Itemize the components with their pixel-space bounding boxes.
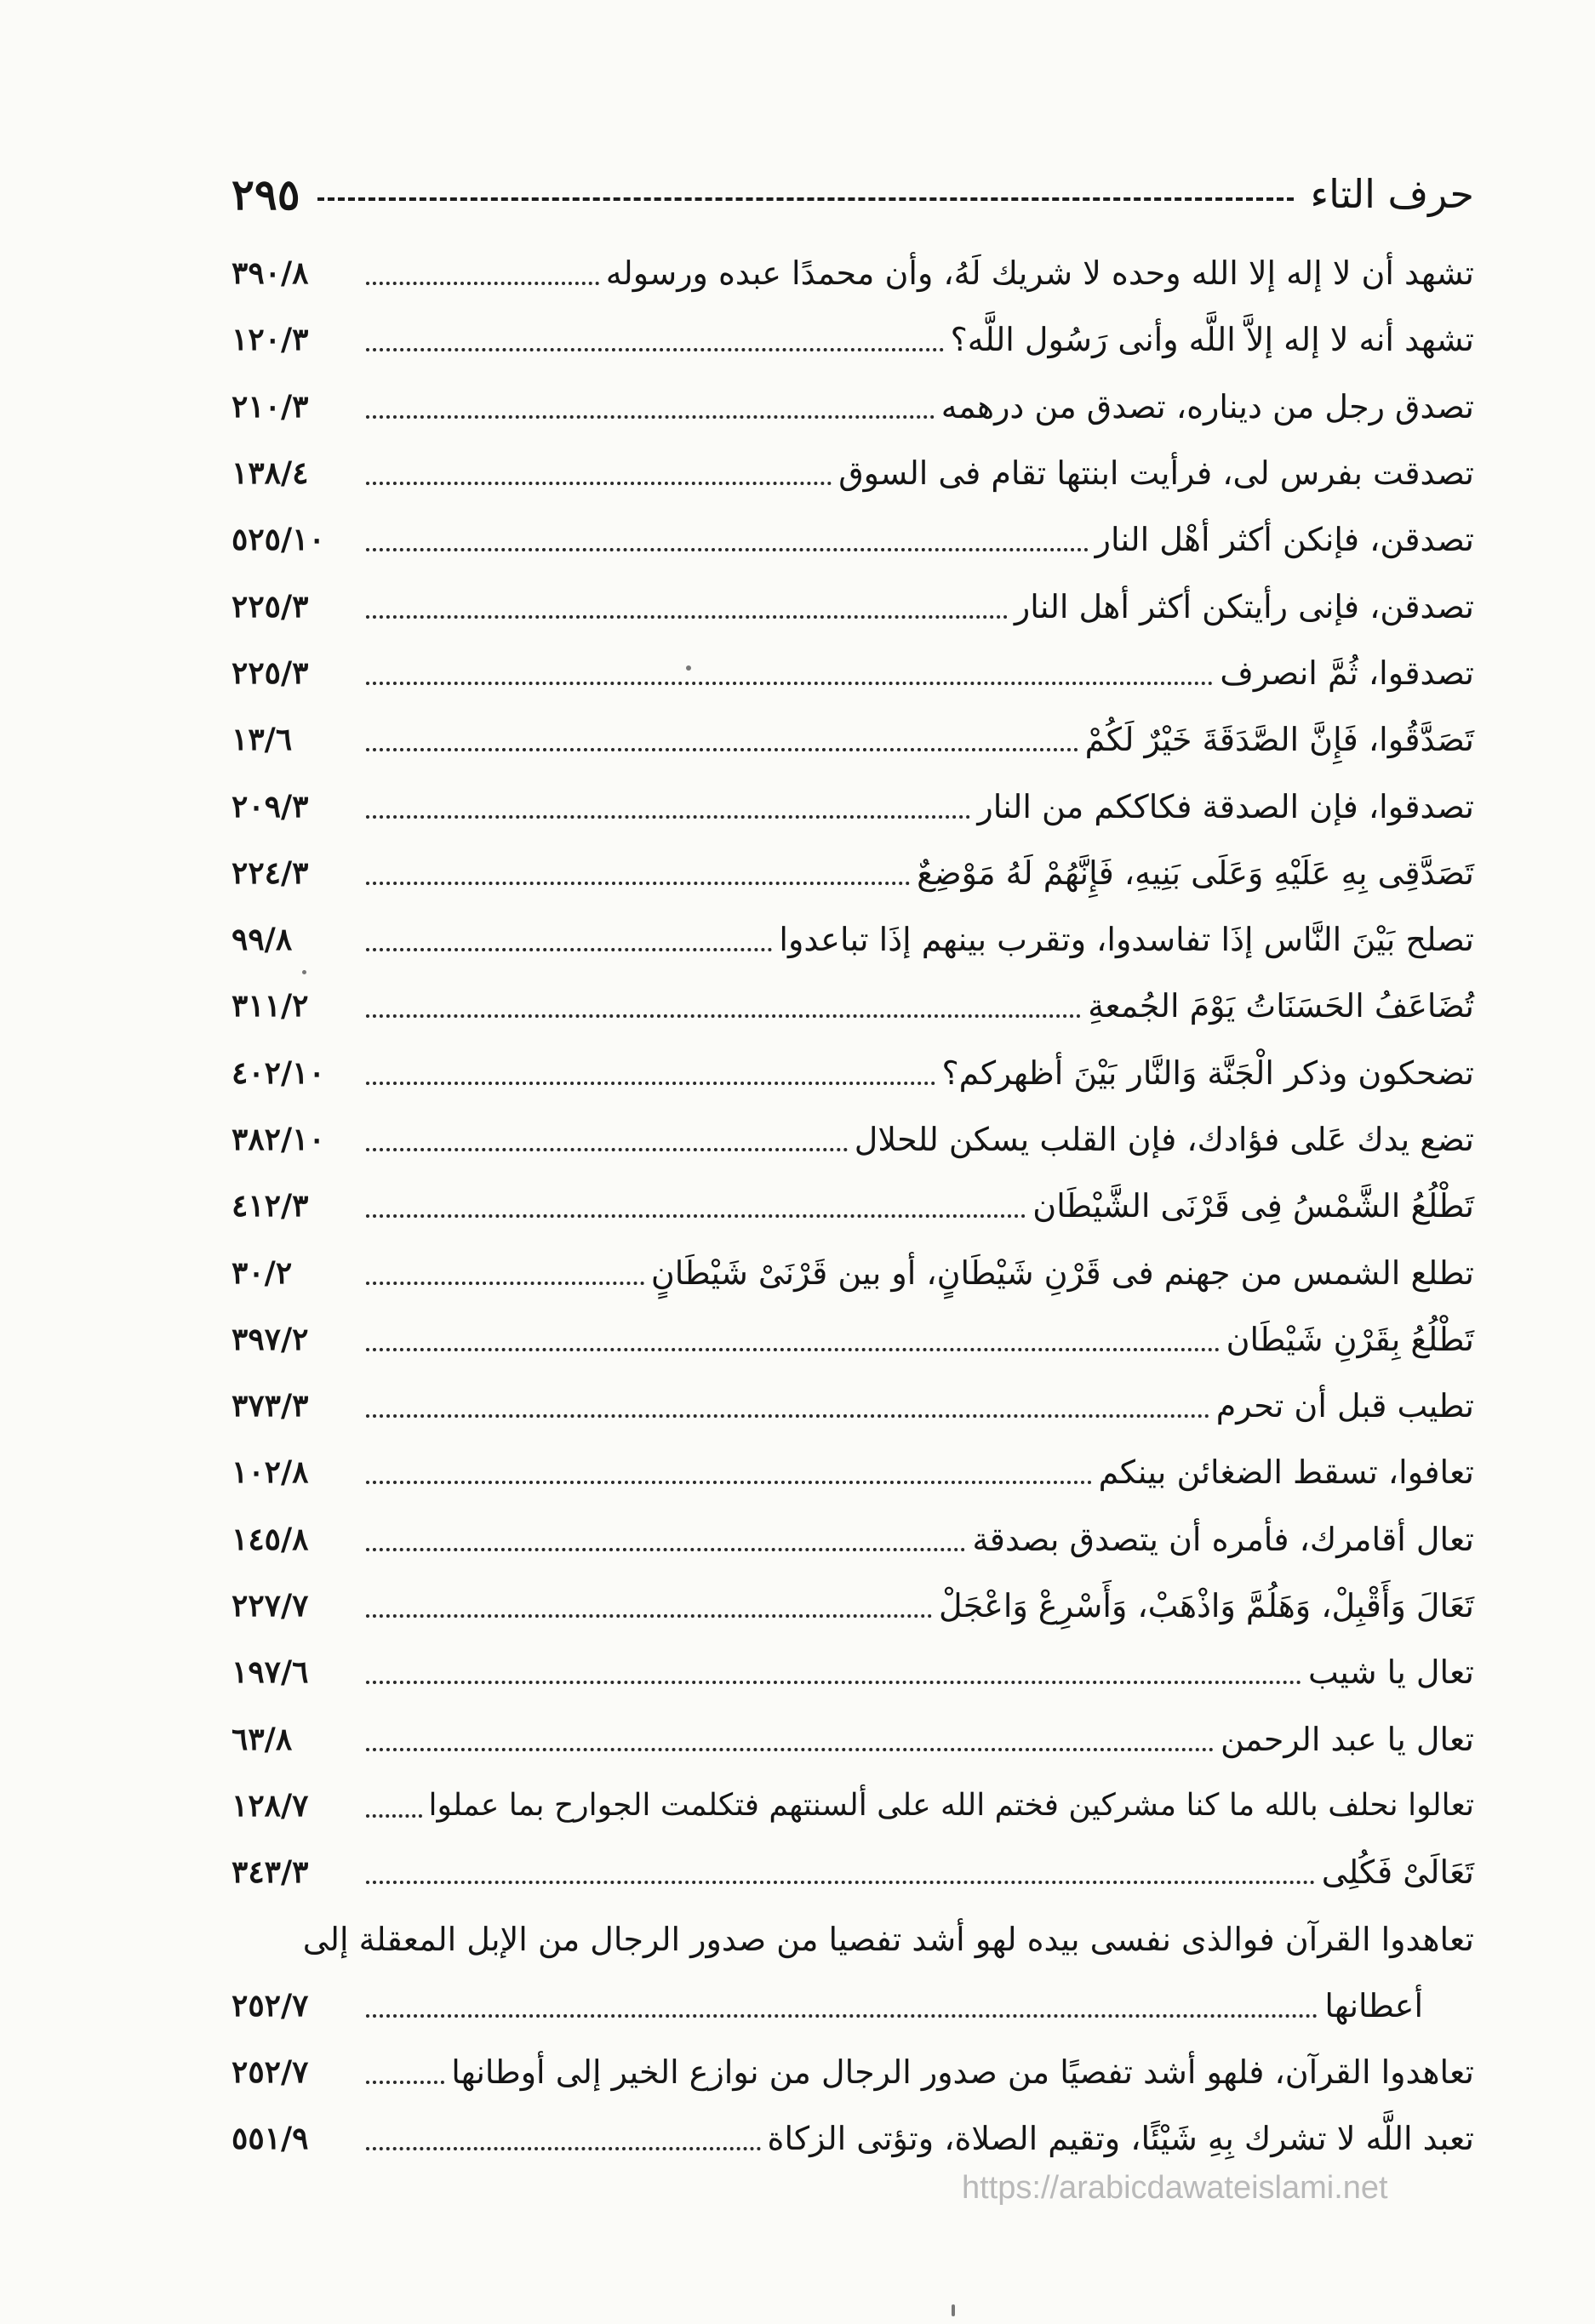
dot-leader [366,282,599,285]
index-entry [232,1106,1474,1173]
dot-leader [366,1082,935,1085]
entry-text: أعطانها [1324,1986,1423,2024]
entry-text: تشهد أنه لا إله إلاَّ اللَّه وأنى رَسُول اللَّه؟ [950,321,1474,359]
entry-reference: ٤١٢/٣ [232,1188,309,1225]
entry-text: تطيب قبل أن تحرم [1215,1387,1474,1425]
index-entry [232,1639,1474,1705]
index-entry [232,1905,1474,1972]
index-entry [232,1173,1474,1239]
entry-text: تعالوا نحلف بالله ما كنا مشركين فختم الله على ألسنتهم فتكلمت الجوارح بما عملوا [428,1788,1474,1824]
dot-leader [366,1481,1092,1484]
entry-reference: ٢٢٤/٣ [232,854,309,891]
entry-reference: ٣٩٠/٨ [232,255,309,292]
dot-leader [366,2081,444,2084]
index-entry [232,573,1474,639]
entry-reference: ٣١١/٢ [232,988,309,1025]
index-entry [232,374,1474,440]
page-number: ٢٩٥ [232,168,300,220]
dot-leader [366,348,944,351]
dot-leader [366,482,832,485]
index-entry [232,840,1474,906]
dot-leader [366,1414,1209,1418]
dot-leader [366,1548,965,1551]
entry-reference: ١٠٢/٨ [232,1454,309,1491]
dot-leader [366,415,935,419]
entry-text: تعال أقامرك، فأمره أن يتصدق بصدقة [972,1520,1474,1558]
index-entry [232,506,1474,573]
entry-text: تَطْلُعُ بِقَرْنِ شَيْطَان [1226,1320,1474,1358]
dot-leader [366,1348,1220,1351]
entry-text: تَصَدَّقِى بِهِ عَلَيْهِ وَعَلَى بَنِيهِ، فَإِنَّهُمْ لَهُ مَوْضِعٌ [917,854,1474,892]
dot-leader [366,2147,761,2150]
scan-speck [302,970,306,974]
entry-reference: ١٣/٦ [232,722,293,758]
index-entry [232,1773,1474,1839]
entry-reference: ٩٩/٨ [232,922,293,958]
index-entry [232,706,1474,773]
index-entry [232,773,1474,839]
entry-reference: ٢٠٩/٣ [232,788,309,825]
index-entry [232,1706,1474,1773]
dot-leader [366,1814,422,1818]
index-entry [232,2039,1474,2105]
dot-leader [366,1614,932,1618]
entry-text: تعافوا، تسقط الضغائن بينكم [1098,1453,1474,1492]
entry-reference: ١٢٨/٧ [232,1787,309,1824]
dot-leader [366,1681,1301,1684]
entry-reference: ٢١٠/٣ [232,388,309,425]
entry-reference: ٣٧٣/٣ [232,1388,309,1425]
dot-leader [366,815,970,819]
dot-leader [366,615,1008,619]
entry-text: تَصَدَّقُوا، فَإِنَّ الصَّدَقَةَ خَيْرٌ لَكُمْ [1084,721,1474,759]
entry-reference: ٤٠٢/١٠ [232,1054,325,1091]
index-entry [232,1573,1474,1639]
dot-leader [366,2014,1318,2018]
entry-reference: ١٢٠/٣ [232,322,309,358]
entry-reference: ٢٥٢/٧ [232,2054,309,2091]
entry-reference: ٥٥١/٩ [232,2121,309,2157]
index-entry [232,1373,1474,1439]
entry-reference: ٢٢٧/٧ [232,1588,309,1625]
dot-leader [366,1881,1315,1884]
entry-text: تعبد اللَّه لا تشرك بِهِ شَيْئًا، وتقيم الصلاة، وتؤتى الزكاة [767,2120,1474,2158]
index-entry [232,1506,1474,1573]
entry-text: تصلح بَيْنَ النَّاس إذَا تفاسدوا، وتقرب بينهم إذَا تباعدوا [779,921,1474,959]
entry-text: تَعَالَ وَأَقْبِلْ، وَهَلُمَّ وَاذْهَبْ، وَأَسْرِعْ وَاعْجَلْ [938,1587,1474,1625]
index-entry [232,240,1474,306]
dot-leader [366,548,1089,551]
entry-text: تَطْلُعُ الشَّمْسُ فِى قَرْنَى الشَّيْطَان [1032,1187,1474,1225]
index-entry [232,1239,1474,1305]
entry-text: تعاهدوا القرآن فوالذى نفسى بيده لهو أشد تفصيا من صدور الرجال من الإبل المعقلة إلى [302,1920,1474,1958]
dot-leader [366,1282,644,1285]
entry-reference: ٣٨٢/١٠ [232,1122,325,1157]
entry-text: تَعَالَىْ فَكُلِى [1321,1853,1474,1892]
entry-text: تعال يا عبد الرحمن [1220,1720,1474,1758]
entry-text: تصدقن، فإنكن أكثر أهْل النار [1095,521,1474,559]
dot-leader [366,1748,1214,1751]
index-entry [232,440,1474,506]
page-header [232,160,1474,228]
entry-text: تُضَاعَفُ الحَسَنَاتُ يَوْمَ الجُمعةِ [1088,987,1474,1025]
entry-text: تشهد أن لا إله إلا الله وحده لا شريك لَهُ، وأن محمدًا عبده ورسوله [605,254,1474,293]
entry-text: تضحكون وذكر الْجَنَّة وَالنَّار بَيْنَ أظهركم؟ [941,1054,1474,1092]
entry-reference: ٣٩٧/٢ [232,1321,309,1357]
entry-text: تطلع الشمس من جهنم فى قَرْنِ شَيْطَانٍ، أو بين قَرْنَىْ شَيْطَانٍ [650,1253,1474,1292]
watermark-url: https://arabicdawateislami.net [962,2170,1388,2206]
index-entry [232,306,1474,373]
entry-reference: ٦٣/٨ [232,1721,293,1757]
entry-reference: ٢٢٥/٣ [232,588,309,625]
index-entry [232,1973,1474,2039]
section-title: حرف التاء [1310,171,1474,217]
entry-reference: ١٩٧/٦ [232,1654,309,1691]
scan-speck [952,2304,955,2316]
dot-leader [366,948,772,951]
index-entry [232,2105,1474,2172]
entry-text: تصدقوا، فإن الصدقة فكاككم من النار [977,787,1474,825]
entry-text: تعال يا شيب [1307,1653,1474,1692]
index-entry [232,1040,1474,1106]
index-entry [232,906,1474,973]
entry-text: تصدقت بفرس لى، فرأيت ابنتها تقام فى السوق [838,454,1474,493]
dot-leader [366,748,1078,751]
dot-leader [366,1014,1081,1018]
entry-reference: ٥٢٥/١٠ [232,522,325,558]
index-entry [232,640,1474,706]
entry-text: تصدقوا، ثُمَّ انصرف [1220,654,1474,692]
index-entry [232,973,1474,1039]
header-dashed-rule [317,197,1294,201]
entry-text: تصدقن، فإنى رأيتكن أكثر أهل النار [1014,587,1474,625]
entry-text: تصدق رجل من ديناره، تصدق من درهمه [940,387,1474,425]
scan-speck [686,665,691,671]
entry-reference: ٣٠/٢ [232,1254,293,1291]
entry-reference: ٢٥٢/٧ [232,1987,309,2024]
entry-reference: ١٤٥/٨ [232,1521,309,1557]
index-entry [232,1839,1474,1905]
dot-leader [366,882,910,885]
entry-text: تضع يدك عَلى فؤادك، فإن القلب يسكن للحلال [854,1121,1474,1158]
entry-reference: ١٣٨/٤ [232,455,309,492]
entry-text: تعاهدوا القرآن، فلهو أشد تفصيًا من صدور الرجال من نوازع الخير إلى أوطانها [451,2053,1474,2092]
index-entry [232,1439,1474,1505]
index-entries [232,240,1474,2173]
entry-reference: ٢٢٥/٣ [232,654,309,691]
dot-leader [366,1148,848,1151]
dot-leader [366,682,1213,685]
index-entry [232,1306,1474,1373]
entry-reference: ٣٤٣/٣ [232,1854,309,1891]
dot-leader [366,1214,1026,1218]
